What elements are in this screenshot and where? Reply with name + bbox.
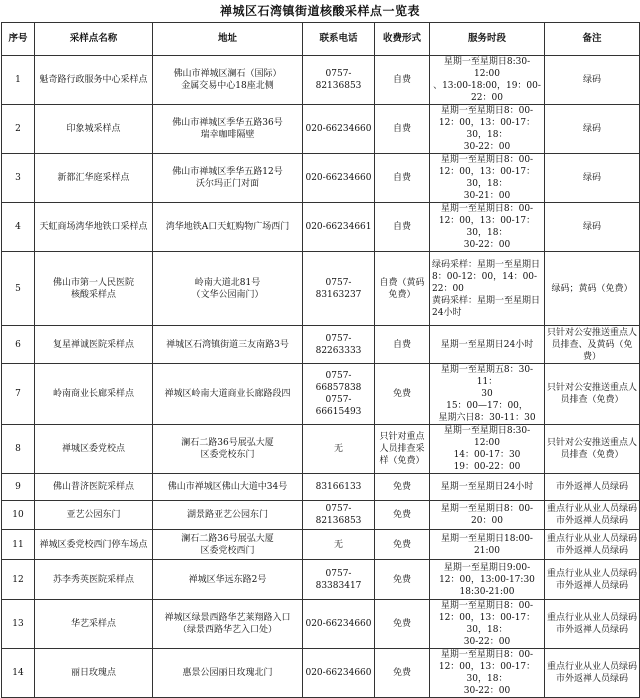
cell-no: 11 (2, 530, 35, 560)
cell-note: 只针对公安推送重点人 员排查、及黄码（免 费） (545, 326, 640, 364)
table-row (2, 425, 640, 474)
table-row (2, 649, 640, 698)
cell-name: 丽日玫瑰点 (35, 649, 153, 698)
cell-fee: 免费 (375, 364, 430, 425)
table-row (2, 600, 640, 649)
cell-address: 湾华地铁A口天虹购物广场西门 (153, 203, 303, 252)
cell-phone: 0757-82136853 (303, 56, 375, 105)
cell-name: 天虹商场湾华地铁口采样点 (35, 203, 153, 252)
table-header-row (2, 23, 640, 56)
cell-hours: 星期一至星期五8：30-11： 30 15：00—17：00， 星期六日8：30-11：30 (430, 364, 545, 425)
cell-address: 佛山市禅城区佛山大道中34号 (153, 474, 303, 501)
cell-note: 绿码 (545, 203, 640, 252)
sampling-points-table (1, 22, 640, 698)
cell-hours: 星期一至星期日9:00- 12：00，13:00-17:30 18:30-21:00 (430, 560, 545, 600)
cell-fee: 免费 (375, 600, 430, 649)
cell-name: 亚艺公园东门 (35, 501, 153, 530)
cell-fee: 免费 (375, 530, 430, 560)
cell-hours: 星期一至星期日8：00- 12：00，13：00-17：30，18： 30-22：00 (430, 105, 545, 154)
cell-fee: 自费 (375, 56, 430, 105)
cell-no: 6 (2, 326, 35, 364)
cell-address: 禅城区石湾镇街道三友南路3号 (153, 326, 303, 364)
cell-address: 湖景路亚艺公园东门 (153, 501, 303, 530)
cell-hours: 星期一至星期日18:00- 21:00 (430, 530, 545, 560)
cell-note: 绿码 (545, 154, 640, 203)
cell-note: 重点行业从业人员绿码 市外返禅人员绿码 (545, 560, 640, 600)
cell-phone: 83166133 (303, 474, 375, 501)
cell-fee: 自费 (375, 326, 430, 364)
cell-phone: 0757-82263333 (303, 326, 375, 364)
cell-no: 7 (2, 364, 35, 425)
cell-hours: 星期一至星期日8:30-12:00 14：00-17：30 19：00-22：00 (430, 425, 545, 474)
cell-phone: 无 (303, 530, 375, 560)
cell-note: 重点行业从业人员绿码 市外返禅人员绿码 (545, 600, 640, 649)
table-row (2, 105, 640, 154)
cell-hours: 星期一至星期日24小时 (430, 474, 545, 501)
cell-no: 12 (2, 560, 35, 600)
cell-no: 8 (2, 425, 35, 474)
cell-phone: 0757-83383417 (303, 560, 375, 600)
cell-hours: 星期一至星期日8:30-12:00 、13:00-18:00，19：00- 22：00 (430, 56, 545, 105)
table-row (2, 364, 640, 425)
cell-phone: 无 (303, 425, 375, 474)
cell-fee: 免费 (375, 649, 430, 698)
cell-no: 14 (2, 649, 35, 698)
header-no: 序号 (2, 23, 35, 56)
table-row (2, 474, 640, 501)
cell-name: 印象城采样点 (35, 105, 153, 154)
cell-address: 禅城区华远东路2号 (153, 560, 303, 600)
cell-address: 禅城区绿景西路华艺莱翔路入口 （绿景西路华艺入口处） (153, 600, 303, 649)
cell-name: 复星禅诚医院采样点 (35, 326, 153, 364)
table-row (2, 530, 640, 560)
cell-no: 5 (2, 252, 35, 326)
cell-hours: 星期一至星期日8：00- 12：00，13：00-17：30，18： 30-21：00 (430, 154, 545, 203)
cell-address: 禅城区岭南大道商业长廊路段四 (153, 364, 303, 425)
header-fee: 收费形式 (375, 23, 430, 56)
cell-name: 佛山普济医院采样点 (35, 474, 153, 501)
cell-no: 1 (2, 56, 35, 105)
table-row (2, 203, 640, 252)
table-row (2, 154, 640, 203)
cell-phone: 020-66234661 (303, 203, 375, 252)
cell-note: 重点行业从业人员绿码 市外返禅人员绿码 (545, 530, 640, 560)
cell-address: 岭南大道北81号 （文华公园南门） (153, 252, 303, 326)
cell-phone: 0757-82136853 (303, 501, 375, 530)
header-hours: 服务时段 (430, 23, 545, 56)
header-note: 备注 (545, 23, 640, 56)
cell-name: 苏李秀英医院采样点 (35, 560, 153, 600)
table-row (2, 252, 640, 326)
table-row (2, 326, 640, 364)
cell-fee: 免费 (375, 560, 430, 600)
cell-name: 岭南商业长廊采样点 (35, 364, 153, 425)
cell-fee: 免费 (375, 474, 430, 501)
cell-address: 佛山市禅城区季华五路36号 瑞幸咖啡隔壁 (153, 105, 303, 154)
cell-hours: 星期一至星期日8：00- 12：00，13：00-17：30，18： 30-22：00 (430, 203, 545, 252)
cell-no: 10 (2, 501, 35, 530)
cell-phone: 020-66234660 (303, 105, 375, 154)
cell-name: 新都汇华庭采样点 (35, 154, 153, 203)
cell-note: 重点行业从业人员绿码 市外返禅人员绿码 (545, 649, 640, 698)
cell-phone: 020-66234660 (303, 649, 375, 698)
cell-hours: 星期一至星期日24小时 (430, 326, 545, 364)
cell-no: 4 (2, 203, 35, 252)
cell-hours: 星期一至星期日8：00- 12：00，13：00-17：30，18： 30-22：00 (430, 649, 545, 698)
cell-phone: 020-66234660 (303, 154, 375, 203)
cell-address: 澜石二路36号展弘大厦 区委党校东门 (153, 425, 303, 474)
cell-hours: 绿码采样：星期一至星期日 8：00-12：00，14：00- 22：00 黄码采样：星期一至星期日 24小时 (430, 252, 545, 326)
cell-name: 禅城区委党校点 (35, 425, 153, 474)
cell-no: 2 (2, 105, 35, 154)
cell-fee: 自费 (375, 105, 430, 154)
cell-address: 佛山市禅城区澜石（国际） 金属交易中心18座北侧 (153, 56, 303, 105)
table-row (2, 56, 640, 105)
cell-name: 华艺采样点 (35, 600, 153, 649)
cell-fee: 只针对重点 人员排查采 样（免费） (375, 425, 430, 474)
cell-note: 市外返禅人员绿码 (545, 474, 640, 501)
cell-note: 重点行业从业人员绿码 市外返禅人员绿码 (545, 501, 640, 530)
cell-fee: 自费 (375, 203, 430, 252)
cell-note: 绿码 (545, 56, 640, 105)
cell-address: 惠景公园丽日玫瑰北门 (153, 649, 303, 698)
cell-note: 只针对公安推送重点人 员排查（免费） (545, 425, 640, 474)
header-address: 地址 (153, 23, 303, 56)
header-name: 采样点名称 (35, 23, 153, 56)
cell-name: 佛山市第一人民医院 核酸采样点 (35, 252, 153, 326)
document-title: 禅城区石湾镇街道核酸采样点一览表 (219, 4, 420, 18)
cell-hours: 星期一至星期日8：00- 12：00，13：00-17：30，18： 30-22：00 (430, 600, 545, 649)
cell-phone: 0757-83163237 (303, 252, 375, 326)
cell-phone: 020-66234660 (303, 600, 375, 649)
header-phone: 联系电话 (303, 23, 375, 56)
table-row (2, 501, 640, 530)
cell-hours: 星期一至星期日8：00- 20：00 (430, 501, 545, 530)
cell-note: 绿码；黄码（免费） (545, 252, 640, 326)
cell-no: 9 (2, 474, 35, 501)
cell-name: 魁奇路行政服务中心采样点 (35, 56, 153, 105)
cell-fee: 自费（黄码 免费） (375, 252, 430, 326)
cell-name: 禅城区委党校西门停车场点 (35, 530, 153, 560)
cell-no: 3 (2, 154, 35, 203)
table-row (2, 560, 640, 600)
table-body (2, 56, 640, 698)
cell-address: 澜石二路36号展弘大厦 区委党校西门 (153, 530, 303, 560)
cell-fee: 自费 (375, 154, 430, 203)
cell-note: 绿码 (545, 105, 640, 154)
cell-phone: 0757-66857838 0757-66615493 (303, 364, 375, 425)
cell-no: 13 (2, 600, 35, 649)
cell-fee: 免费 (375, 501, 430, 530)
cell-note: 只针对公安推送重点人 员排查（免费） (545, 364, 640, 425)
cell-address: 佛山市禅城区季华五路12号 沃尔玛正门对面 (153, 154, 303, 203)
